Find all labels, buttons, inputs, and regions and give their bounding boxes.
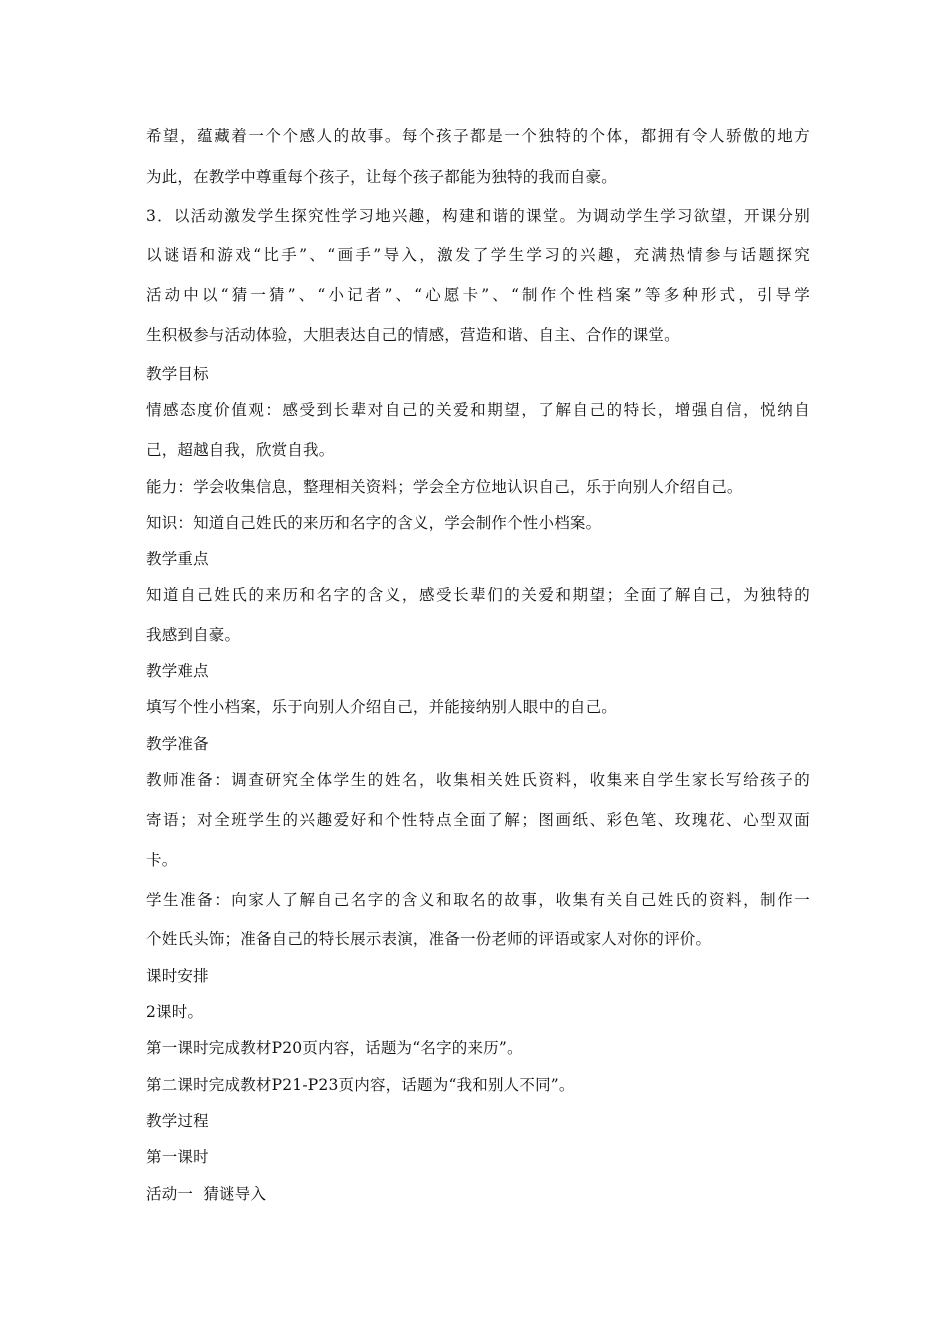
text-line-22: 个姓氏头饰；准备自己的特长展示表演，准备一份老师的评语或家人对你的评价。 — [146, 930, 712, 948]
text-line-26: 第二课时完成教材P21-P23页内容，话题为“我和别人不同”。 — [146, 1076, 575, 1094]
text-line-8: 情感态度价值观：感受到长辈对自己的关爱和期望，了解自己的特长，增强自信，悦纳自 — [146, 401, 810, 419]
text-line-20: 卡。 — [146, 851, 178, 869]
text-line-21: 学生准备：向家人了解自己名字的含义和取名的故事，收集有关自己姓氏的资料，制作一 — [146, 891, 810, 909]
text-line-14: 我感到自豪。 — [146, 626, 241, 644]
section-heading-objectives: 教学目标 — [146, 365, 209, 383]
text-line-10: 能力：学会收集信息，整理相关资料；学会全方位地认识自己，乐于向别人介绍自己。 — [146, 478, 743, 496]
section-heading-key-points: 教学重点 — [146, 550, 209, 568]
subheading-first-lesson: 第一课时 — [146, 1148, 209, 1166]
subheading-activity-one: 活动一 猜谜导入 — [146, 1185, 267, 1203]
text-line-25: 第一课时完成教材P20页内容，话题为“名字的来历”。 — [146, 1039, 523, 1057]
text-line-19: 寄语；对全班学生的兴趣爱好和个性特点全面了解；图画纸、彩色笔、玫瑰花、心型双面 — [146, 811, 810, 829]
text-line-1: 希望，蕴藏着一个个感人的故事。每个孩子都是一个独特的个体，都拥有令人骄傲的地方 — [146, 127, 810, 145]
text-line-4: 以谜语和游戏“比手”、“画手”导入，激发了学生学习的兴趣，充满热情参与话题探究 — [146, 246, 810, 264]
text-line-2: 为此，在教学中尊重每个孩子，让每个孩子都能为独特的我而自豪。 — [146, 168, 618, 186]
section-heading-preparation: 教学准备 — [146, 735, 209, 753]
text-line-24: 2课时。 — [146, 1003, 204, 1021]
text-line-18: 教师准备：调查研究全体学生的姓名，收集相关姓氏资料，收集来自学生家长写给孩子的 — [146, 771, 810, 789]
section-heading-difficulties: 教学难点 — [146, 662, 209, 680]
text-line-3: 3．以活动激发学生探究性学习地兴趣，构建和谐的课堂。为调动学生学习欲望，开课分别 — [146, 207, 810, 225]
text-line-11: 知识：知道自己姓氏的来历和名字的含义，学会制作个性小档案。 — [146, 514, 602, 532]
section-heading-schedule: 课时安排 — [146, 967, 209, 985]
section-heading-process: 教学过程 — [146, 1112, 209, 1130]
text-line-5: 活动中以“猜一猜”、“小记者”、“心愿卡”、“制作个性档案”等多种形式，引导学 — [146, 286, 810, 304]
text-line-9: 己，超越自我，欣赏自我。 — [146, 441, 335, 459]
text-line-16: 填写个性小档案，乐于向别人介绍自己，并能接纳别人眼中的自己。 — [146, 698, 618, 716]
text-line-6: 生积极参与活动体验，大胆表达自己的情感，营造和谐、自主、合作的课堂。 — [146, 326, 680, 344]
text-line-13: 知道自己姓氏的来历和名字的含义，感受长辈们的关爱和期望；全面了解自己，为独特的 — [146, 586, 810, 604]
